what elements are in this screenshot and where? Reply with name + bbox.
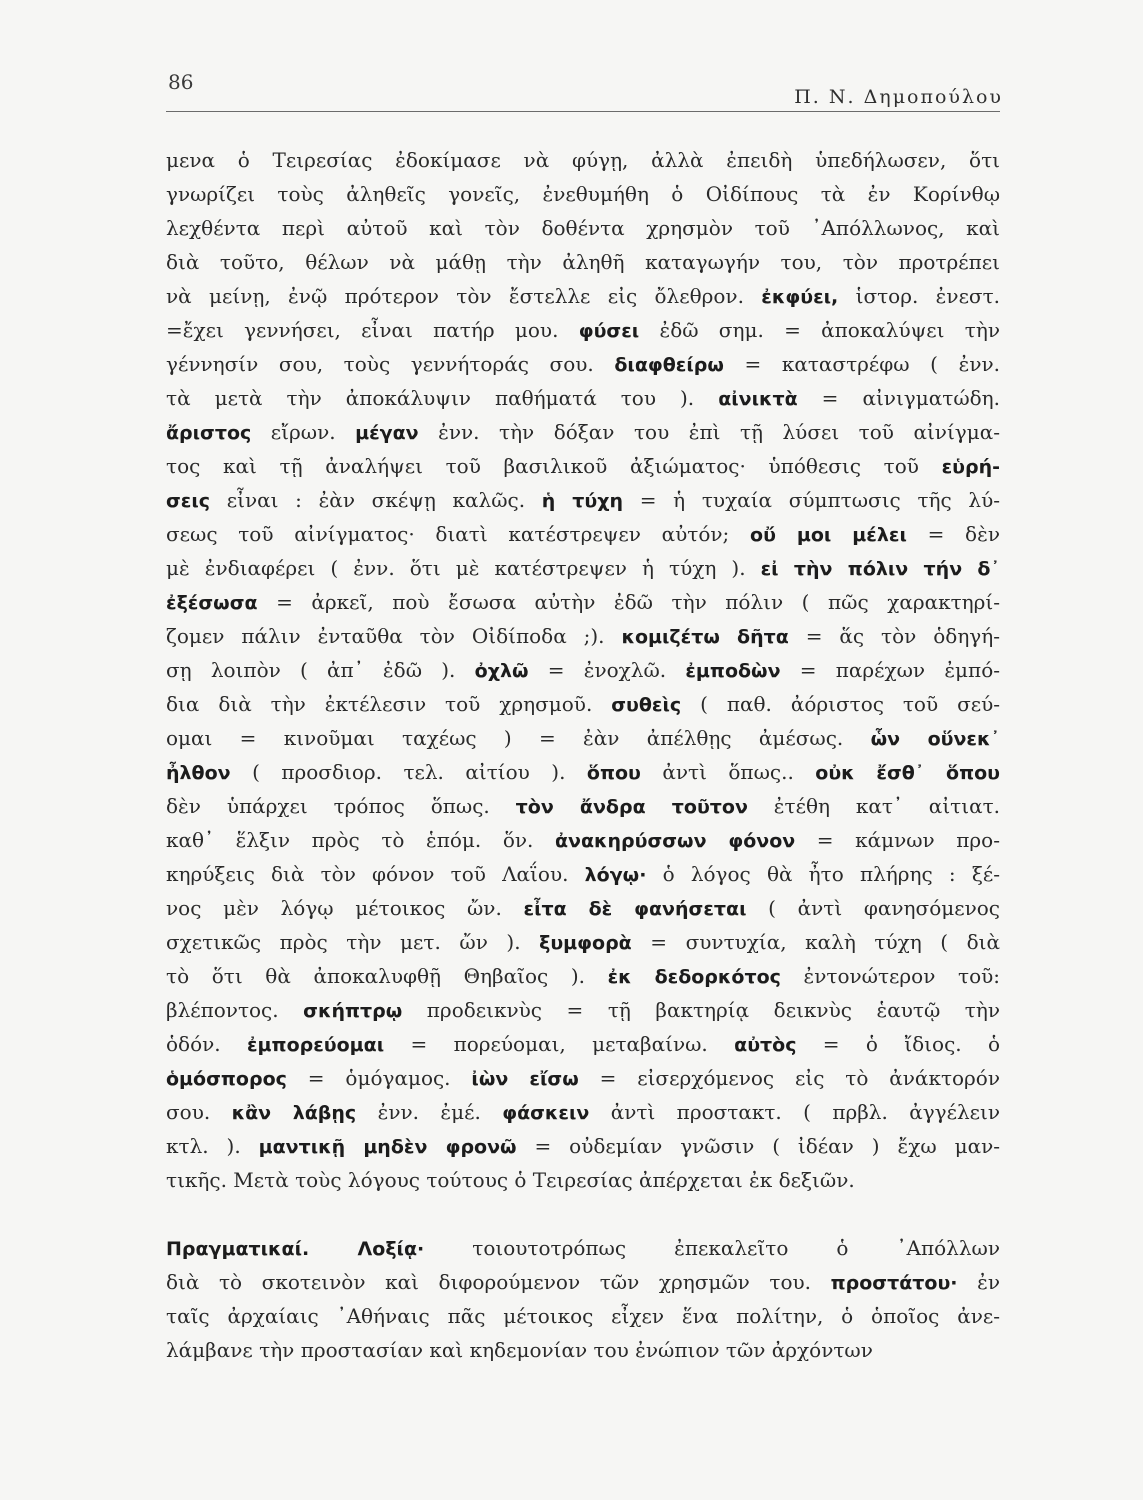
bold-term: προστάτου· <box>830 1272 958 1294</box>
header-rule <box>166 111 1000 112</box>
text-run: σῃ λοιπὸν ( ἀπ᾿ ἐδῶ ). <box>166 658 475 682</box>
text-run: γέννησίν σου, τοὺς γεννήτοράς σου. <box>166 352 615 376</box>
bold-term: εἶτα δὲ φανήσεται <box>523 898 747 920</box>
text-run: σεως τοῦ αἰνίγματος· διατὶ κατέστρεψεν αὐτόν; <box>166 522 751 546</box>
text-line <box>166 177 1000 211</box>
text-line <box>166 755 1000 789</box>
bold-term: σεις <box>166 490 211 512</box>
text-line <box>166 993 1000 1027</box>
text-run: εἴρων. <box>251 420 356 444</box>
bold-term: ἐμποδὼν <box>685 660 781 682</box>
bold-term: ἐμπορεύομαι <box>246 1034 385 1056</box>
text-run: λάμβανε τὴν προστασίαν καὶ κηδεμονίαν του ἐνώπιον τῶν ἀρχόντων <box>166 1338 873 1362</box>
text-run: = καταστρέφω ( ἐνν. <box>723 352 1000 376</box>
text-line <box>166 279 1000 313</box>
bold-term: ἐκφύει, <box>761 286 839 308</box>
bold-term: αἰνικτὰ <box>718 388 798 410</box>
text-run: ὁδόν. <box>166 1032 247 1056</box>
text-run: σου. <box>166 1100 232 1124</box>
paragraph <box>166 143 1000 1197</box>
text-run: = ἅς τὸν ὁδηγή- <box>788 624 1000 648</box>
bold-term: αὐτὸς <box>734 1034 797 1056</box>
text-run: = δὲν <box>906 522 1000 546</box>
text-run: = πορεύομαι, μεταβαίνω. <box>384 1032 735 1056</box>
bold-term: ἰὼν εἴσω <box>471 1068 579 1090</box>
text-run: τικῆς. Μετὰ τοὺς λόγους τούτους ὁ Τειρεσίας ἀπέρχεται ἐκ δεξιῶν. <box>166 1168 855 1192</box>
text-run: λεχθέντα περὶ αὐτοῦ καὶ τὸν δοθέντα χρησμὸν τοῦ ᾿Απόλλωνος, καὶ <box>166 216 1000 240</box>
bold-term: κομιζέτω δῆτα <box>621 626 789 648</box>
bold-term: οὔ μοι μέλει <box>750 524 907 546</box>
text-line <box>166 483 1000 517</box>
text-run: = ὁμόγαμος. <box>286 1066 472 1090</box>
bold-term: Πραγματικαί. Λοξίᾳ· <box>166 1238 425 1260</box>
paragraph-gap <box>166 1197 1000 1231</box>
text-run: κηρύξεις διὰ τὸν φόνον τοῦ Λαΐου. <box>166 862 585 886</box>
text-run: τὰ μετὰ τὴν ἀποκάλυψιν παθήματά του ). <box>166 386 719 410</box>
text-line <box>166 585 1000 619</box>
text-line <box>166 517 1000 551</box>
text-run: ἱστορ. ἐνεστ. <box>838 284 1000 308</box>
text-run: διὰ τὸ σκοτεινὸν καὶ διφορούμενον τῶν χρησμῶν του. <box>166 1270 831 1294</box>
bold-term: ἐξέσωσα <box>166 592 258 614</box>
bold-term: μέγαν <box>355 422 419 444</box>
text-run: τοιουτοτρόπως ἐπεκαλεῖτο ὁ ᾿Απόλλων <box>424 1236 1000 1260</box>
text-run: ἐτέθη κατ᾿ αἰτιατ. <box>747 794 1000 818</box>
text-line <box>166 245 1000 279</box>
text-line <box>166 1129 1000 1163</box>
bold-term: τὸν ἄνδρα τοῦτον <box>515 796 748 818</box>
text-run: ζομεν πάλιν ἐνταῦθα τὸν Οἰδίποδα ;). <box>166 624 622 648</box>
text-line <box>166 619 1000 653</box>
text-line <box>166 1095 1000 1129</box>
text-line <box>166 415 1000 449</box>
text-run: = συντυχία, καλὴ τύχη ( διὰ <box>631 930 1000 954</box>
text-run: ἀντὶ ὅπως.. <box>640 760 816 784</box>
text-run: = αἰνιγματώδη. <box>797 386 1000 410</box>
text-run: μενα ὁ Τειρεσίας ἐδοκίμασε νὰ φύγῃ, ἀλλὰ ἐπειδὴ ὑπεδήλωσεν, ὅτι <box>166 148 1000 172</box>
text-run: = εἰσερχόμενος εἰς τὸ ἀνάκτορόν <box>578 1066 1000 1090</box>
text-run: = οὐδεμίαν γνῶσιν ( ἰδέαν ) ἔχω μαν- <box>516 1134 1000 1158</box>
text-run: ἐντονώτερον τοῦ: <box>780 964 1000 988</box>
bold-term: συθεὶς <box>611 694 682 716</box>
text-run: δὲν ὑπάρχει τρόπος ὅπως. <box>166 794 516 818</box>
text-run: νος μὲν λόγῳ μέτοικος ὤν. <box>166 896 524 920</box>
bold-term: εἰ τὴν πόλιν τήν δ᾿ <box>760 558 1000 580</box>
text-run: νὰ μείνῃ, ἐνῷ πρότερον τὸν ἔστελλε εἰς ὄλεθρον. <box>166 284 762 308</box>
text-line <box>166 449 1000 483</box>
text-line <box>166 1027 1000 1061</box>
text-line <box>166 959 1000 993</box>
text-line <box>166 347 1000 381</box>
text-line <box>166 1265 1000 1299</box>
text-run: εἶναι : ἐὰν σκέψῃ καλῶς. <box>210 488 542 512</box>
text-run: δια διὰ τὴν ἐκτέλεσιν τοῦ χρησμοῦ. <box>166 692 612 716</box>
bold-term: ὧν οὕνεκ᾿ <box>870 728 1000 750</box>
bold-term: ἡ τύχη <box>541 490 624 512</box>
text-run: καθ᾿ ἕλξιν πρὸς τὸ ἑπόμ. ὅν. <box>166 828 555 852</box>
bold-term: εὑρή- <box>941 456 1000 478</box>
text-run: κτλ. ). <box>166 1134 259 1158</box>
bold-term: ὀχλῶ <box>474 660 529 682</box>
bold-term: φάσκειν <box>502 1102 590 1124</box>
text-run: = ἡ τυχαία σύμπτωσις τῆς λύ- <box>623 488 1000 512</box>
text-run: μὲ ἐνδιαφέρει ( ἐνν. ὅτι μὲ κατέστρεψεν ἡ τύχη ). <box>166 556 761 580</box>
text-line <box>166 823 1000 857</box>
text-run: ἀντὶ προστακτ. ( πρβλ. ἀγγέλειν <box>589 1100 1000 1124</box>
text-run: = ὁ ἴδιος. ὁ <box>796 1032 1000 1056</box>
bold-term: ἄριστος <box>166 422 252 444</box>
text-run: ταῖς ἀρχαίαις ᾿Αθήναις πᾶς μέτοικος εἶχεν ἕνα πολίτην, ὁ ὁποῖος ἀνε- <box>166 1304 1000 1328</box>
bold-term: ὁμόσπορος <box>166 1068 287 1090</box>
text-line <box>166 789 1000 823</box>
bold-term: λόγῳ· <box>584 864 647 886</box>
text-run: βλέποντος. <box>166 998 304 1022</box>
text-line <box>166 721 1000 755</box>
body-text <box>166 143 1000 1367</box>
bold-term: οὐκ ἔσθ᾿ ὅπου <box>815 762 1000 784</box>
text-run: προδεικνὺς = τῇ βακτηρίᾳ δεικνὺς ἑαυτῷ τὴν <box>402 998 1000 1022</box>
paragraph <box>166 1231 1000 1367</box>
text-run: διὰ τοῦτο, θέλων νὰ μάθῃ τὴν ἀληθῆ καταγωγήν του, τὸν προτρέπει <box>166 250 1000 274</box>
text-run: ἐνν. ἐμέ. <box>356 1100 503 1124</box>
bold-term: φύσει <box>578 320 640 342</box>
text-line <box>166 687 1000 721</box>
text-run: ( παθ. ἀόριστος τοῦ σεύ- <box>681 692 1000 716</box>
text-run: = ἀρκεῖ, ποὺ ἔσωσα αὐτὴν ἐδῶ τὴν πόλιν ( πῶς χαρακτηρί- <box>257 590 1000 614</box>
bold-term: ἀνακηρύσσων φόνον <box>554 830 796 852</box>
bold-term: ἐκ δεδορκότος <box>607 966 781 988</box>
text-line <box>166 653 1000 687</box>
text-line <box>166 551 1000 585</box>
text-run: σχετικῶς πρὸς τὴν μετ. ὤν ). <box>166 930 540 954</box>
text-run: =ἔχει γεννήσει, εἶναι πατήρ μου. <box>166 318 579 342</box>
text-run: τὸ ὅτι θὰ ἀποκαλυφθῇ Θηβαῖος ). <box>166 964 608 988</box>
text-run: τος καὶ τῇ ἀναλήψει τοῦ βασιλικοῦ ἀξιώματος· ὑπόθεσις τοῦ <box>166 454 942 478</box>
text-run: ( ἀντὶ φανησόμενος <box>746 896 1000 920</box>
text-line <box>166 857 1000 891</box>
text-line <box>166 1061 1000 1095</box>
text-run: = παρέχων ἐμπό- <box>780 658 1000 682</box>
text-line <box>166 381 1000 415</box>
text-run: ὁ λόγος θὰ ἦτο πλήρης : ξέ- <box>646 862 1000 886</box>
bold-term: ὅπου <box>586 762 641 784</box>
bold-term: σκήπτρῳ <box>303 1000 403 1022</box>
running-head: Π. Ν. Δημοπούλου <box>794 86 1003 108</box>
text-run: ἐνν. τὴν δόξαν του ἐπὶ τῇ λύσει τοῦ αἰνίγμα- <box>418 420 1000 444</box>
bold-term: κἂν λάβῃς <box>231 1102 357 1124</box>
text-line <box>166 313 1000 347</box>
text-line <box>166 211 1000 245</box>
text-line <box>166 1231 1000 1265</box>
text-run: ομαι = κινοῦμαι ταχέως ) = ἐὰν ἀπέλθῃς ἀμέσως. <box>166 726 871 750</box>
text-run: = ἐνοχλῶ. <box>528 658 686 682</box>
bold-term: ξυμφορὰ <box>539 932 632 954</box>
text-run: = κάμνων προ- <box>795 828 1000 852</box>
text-run: ἐν <box>957 1270 1000 1294</box>
text-run: ( προσδιορ. τελ. αἰτίου ). <box>230 760 587 784</box>
text-line <box>166 891 1000 925</box>
text-run: γνωρίζει τοὺς ἀληθεῖς γονεῖς, ἐνεθυμήθη ὁ Οἰδίπους τὰ ἐν Κορίνθῳ <box>166 182 1000 206</box>
bold-term: ἦλθον <box>166 762 231 784</box>
bold-term: διαφθείρω <box>614 354 724 376</box>
page-number: 86 <box>168 70 194 94</box>
text-line <box>166 143 1000 177</box>
text-line <box>166 1299 1000 1333</box>
text-line <box>166 925 1000 959</box>
text-run: ἐδῶ σημ. = ἀποκαλύψει τὴν <box>639 318 1000 342</box>
text-line <box>166 1163 1000 1197</box>
bold-term: μαντικῇ μηδὲν φρονῶ <box>258 1136 517 1158</box>
text-line <box>166 1333 1000 1367</box>
